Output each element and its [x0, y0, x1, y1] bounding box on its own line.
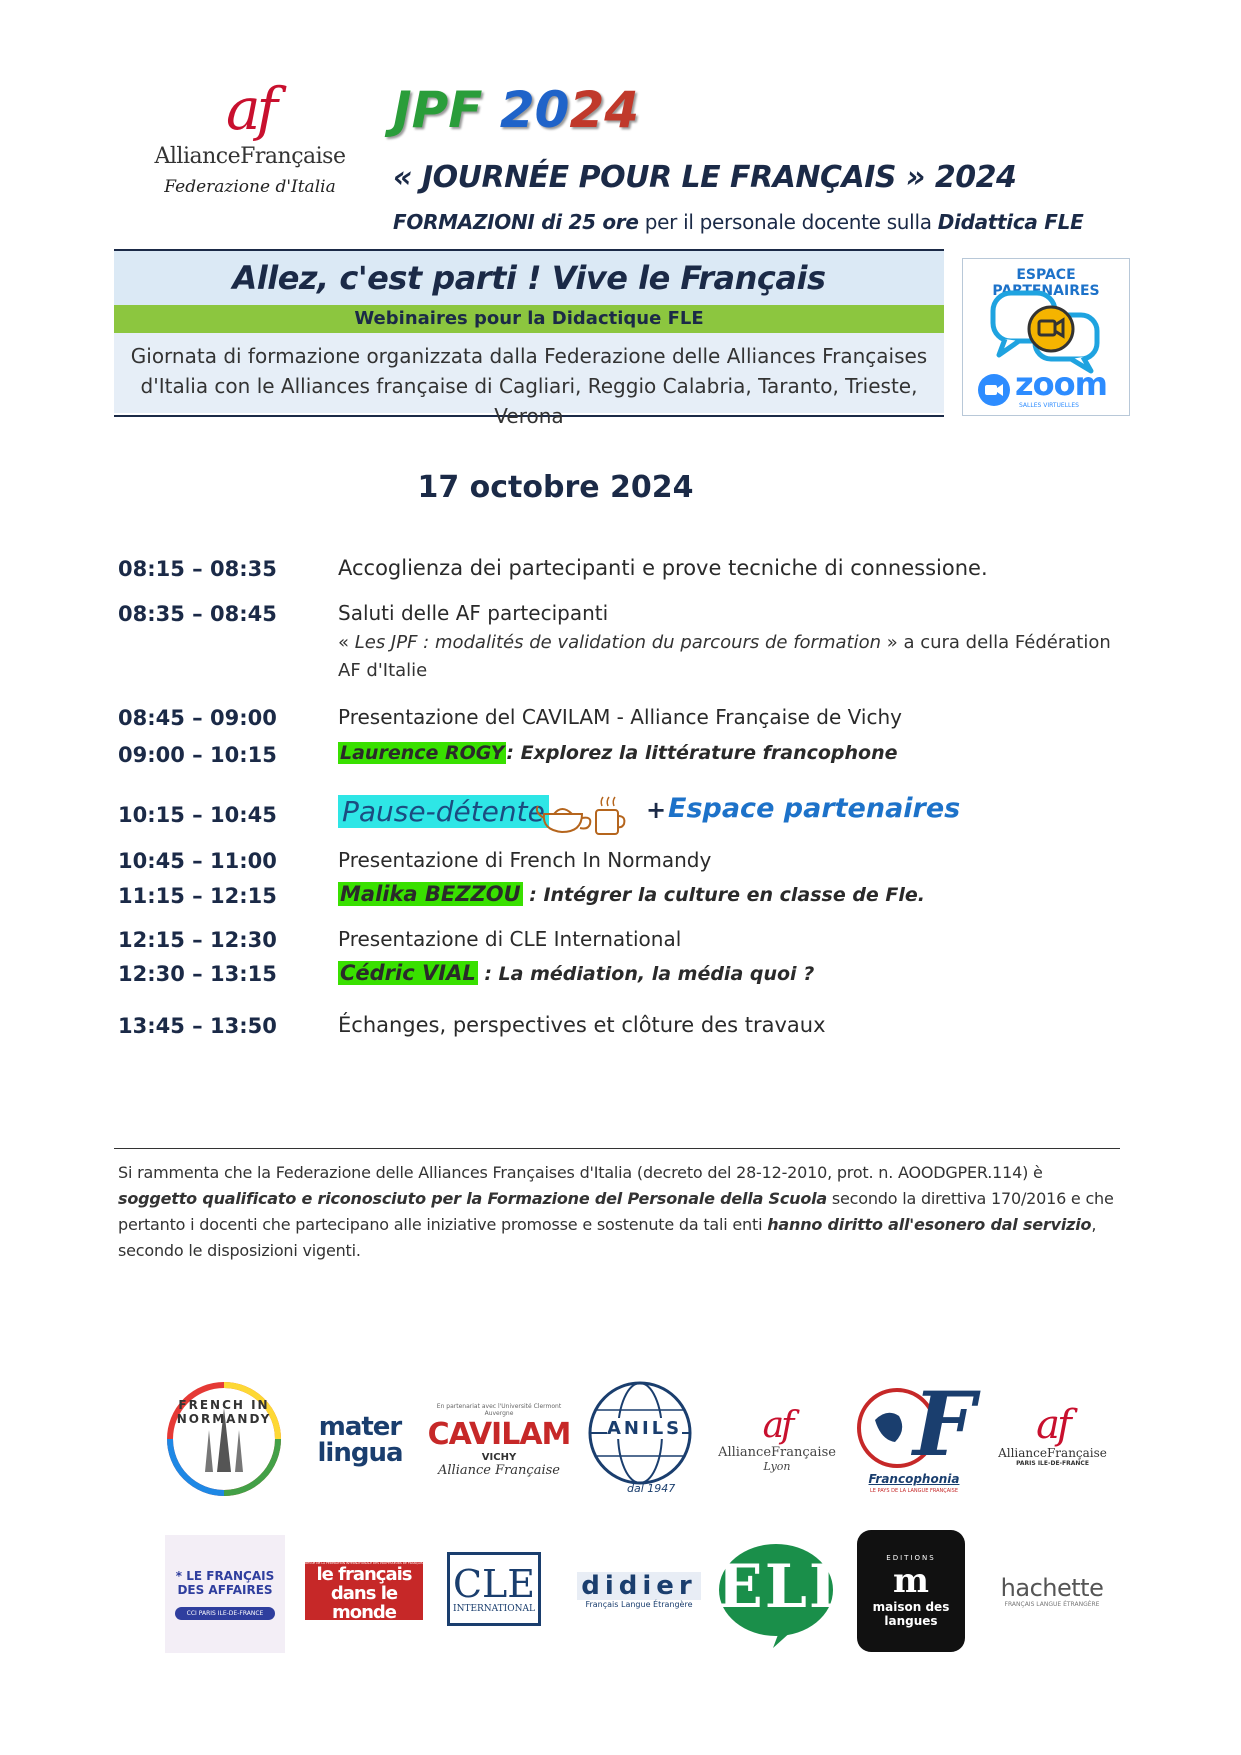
schedule-desc: Échanges, perspectives et clôture des travaux — [338, 1013, 826, 1037]
francophonia-tagline: LE PAYS DE LA LANGUE FRANÇAISE — [870, 1488, 958, 1494]
zoom-icon — [977, 373, 1011, 407]
schedule-session — [338, 742, 898, 764]
formazioni-mid: per il personale docente sulla — [638, 210, 938, 234]
schedule-time: 10:45 – 11:00 — [118, 849, 277, 873]
cavilam-name: CAVILAM — [427, 1416, 571, 1452]
eli-logo — [717, 1540, 839, 1648]
af-lyon-mark: af — [762, 1405, 792, 1446]
zoom-wordmark: zoom — [1015, 365, 1107, 403]
schedule-time: 08:15 – 08:35 — [118, 557, 277, 581]
schedule-desc: Saluti delle AF partecipanti — [338, 601, 609, 625]
schedule-time: 13:45 – 13:50 — [118, 1014, 277, 1038]
af-subtitle: Federazione d'Italia — [164, 177, 336, 197]
formazioni-line — [393, 210, 1083, 234]
fdlm-name: le français dans le monde — [316, 1563, 412, 1623]
anils-logo — [585, 1378, 695, 1496]
espace-partenaires-title: ESPACE PARTENAIRES — [992, 267, 1100, 299]
mdl-mark: m — [893, 1561, 929, 1601]
pause-row — [338, 795, 549, 828]
footnote-e: , secondo le disposizioni vigenti. — [118, 1215, 1097, 1260]
banner-description — [114, 333, 944, 428]
mater-lingua-logo: mater lingua — [317, 1412, 403, 1468]
schedule-desc: Accoglienza dei partecipanti e prove tecniche di connessione. — [338, 556, 988, 580]
af-lyon-name: AllianceFrançaise — [718, 1445, 836, 1460]
journee-title: « JOURNÉE POUR LE FRANÇAIS » 2024 — [393, 160, 1017, 195]
schedule-time: 12:30 – 13:15 — [118, 962, 277, 986]
event-date-text: 17 octobre 2024 — [417, 470, 694, 505]
cle-name: CLE — [452, 1562, 536, 1606]
cle-sub: INTERNATIONAL — [453, 1604, 535, 1614]
program-banner — [114, 249, 944, 428]
note-close: » a cura della Fédération AF d'Italie — [338, 632, 1111, 681]
session-title: : Explorez la littérature francophone — [506, 742, 898, 764]
schedule-time: 10:15 – 10:45 — [118, 803, 277, 827]
espace-partenaires-box — [962, 258, 1130, 416]
event-date — [0, 470, 1241, 505]
hachette-name: hachette — [1000, 1573, 1104, 1602]
anils-name: ANILS — [607, 1418, 683, 1439]
fda-sub: CCI PARIS ILE-DE-FRANCE — [175, 1607, 275, 1620]
didier-logo — [577, 1565, 701, 1615]
francophonia-logo — [855, 1372, 976, 1498]
af-name: AllianceFrançaise — [154, 144, 346, 169]
note-open: « — [338, 632, 355, 653]
footnote — [118, 1160, 1120, 1264]
didier-name: didier — [577, 1572, 701, 1600]
francais-des-affaires-logo — [165, 1535, 285, 1653]
eli-name: ELI — [717, 1552, 839, 1622]
schedule-session — [338, 882, 925, 906]
fdlm-top: REVUE DE LA FÉDÉRATION INTERNATIONALE DES PROFESSEURS DE FRANÇAIS — [305, 1560, 423, 1565]
hachette-logo — [990, 1568, 1114, 1614]
anils-year: dal 1947 — [627, 1482, 676, 1495]
af-paris-logo — [995, 1385, 1110, 1485]
footnote-c: secondo la direttiva 170/2016 e che pertanto i docenti che partecipano alle iniziative promosse e sostenute da tali enti — [118, 1189, 1114, 1234]
espace-partenaires-label — [668, 793, 960, 824]
teapot-cup-icon — [532, 792, 632, 838]
formazioni-bold: FORMAZIONI di 25 ore — [393, 210, 639, 234]
schedule-desc: Presentazione di CLE International — [338, 927, 682, 951]
formazioni-end: Didattica FLE — [937, 210, 1084, 234]
speaker-name: Cédric VIAL — [340, 961, 476, 985]
banner-title: Allez, c'est parti ! Vive le Français — [114, 251, 944, 305]
schedule-time: 11:15 – 12:15 — [118, 884, 277, 908]
af-lyon-city: Lyon — [763, 1460, 791, 1473]
francophonia-f: F — [913, 1372, 976, 1476]
hachette-sub: FRANÇAIS LANGUE ÉTRANGÈRE — [1004, 1600, 1100, 1608]
note-italic: Les JPF : modalités de validation du parcours de formation — [354, 632, 882, 653]
footnote-divider — [114, 1148, 1120, 1149]
af-paris-sub: PARIS ILE-DE-FRANCE — [1016, 1459, 1089, 1467]
french-in-normandy-logo — [165, 1380, 283, 1498]
session-title: : La médiation, la média quoi ? — [477, 963, 815, 985]
french-in-normandy-text: FRENCH IN NORMANDY — [176, 1398, 272, 1426]
espace-partenaires-text: Espace partenaires — [668, 793, 961, 824]
schedule-desc: Presentazione del CAVILAM - Alliance Française de Vichy — [338, 705, 902, 729]
francais-dans-le-monde-logo — [305, 1560, 423, 1623]
banner-line-1: Giornata di formazione organizzata dalla Federazione delle Alliances Françaises — [130, 344, 928, 368]
francophonia-name: Francophonia — [868, 1472, 960, 1486]
schedule-time: 09:00 – 10:15 — [118, 743, 277, 767]
af-paris-mark: af — [1036, 1401, 1069, 1448]
schedule-time: 08:35 – 08:45 — [118, 602, 277, 626]
maison-des-langues-logo — [857, 1530, 965, 1652]
plus-sign: + — [646, 796, 667, 824]
mdl-name: maison des langues — [872, 1600, 950, 1628]
af-mark: af — [225, 75, 275, 143]
cavilam-logo — [427, 1385, 571, 1495]
schedule-session — [338, 961, 814, 985]
session-title: : Intégrer la culture en classe de Fle. — [522, 884, 926, 906]
pause-label: Pause-détente — [338, 795, 549, 828]
mdl-top: EDITIONS — [886, 1554, 936, 1562]
schedule-note — [338, 629, 1118, 685]
cle-international-logo — [447, 1552, 541, 1626]
speaker-name: Malika BEZZOU — [340, 882, 521, 906]
schedule-desc: Presentazione di French In Normandy — [338, 848, 712, 872]
footnote-a: Si rammenta che la Federazione delle Alliances Françaises d'Italia (decreto del 28-12-2010, prot. n. AOODGPER.114) è — [118, 1163, 1043, 1182]
banner-subtitle: Webinaires pour la Didactique FLE — [114, 305, 944, 333]
alliance-francaise-logo — [150, 75, 350, 228]
schedule-time: 12:15 – 12:30 — [118, 928, 277, 952]
footnote-b: soggetto qualificato e riconosciuto per la Formazione del Personale della Scuola — [118, 1189, 828, 1208]
cavilam-vichy: VICHY — [481, 1451, 517, 1463]
af-paris-name: AllianceFrançaise — [998, 1445, 1107, 1460]
banner-line-2: d'Italia con le Alliances française di Cagliari, Reggio Calabria, Taranto, Trieste, Verona — [140, 374, 918, 428]
jpf-title: JPF 2024 — [393, 81, 640, 139]
footnote-d: hanno diritto all'esonero dal servizio — [767, 1215, 1092, 1234]
fda-name: * LE FRANÇAIS DES AFFAIRES — [175, 1568, 275, 1597]
cavilam-af: Alliance Française — [437, 1462, 560, 1478]
speaker-name: Laurence ROGY — [340, 742, 505, 764]
zoom-subtitle: SALLES VIRTUELLES — [1019, 402, 1079, 409]
cavilam-top: En partenariat avec l'Université Clermont Auvergne — [436, 1402, 562, 1417]
schedule-time: 08:45 – 09:00 — [118, 706, 277, 730]
af-lyon-logo — [712, 1390, 842, 1490]
didier-sub: Français Langue Étrangère — [585, 1599, 693, 1609]
